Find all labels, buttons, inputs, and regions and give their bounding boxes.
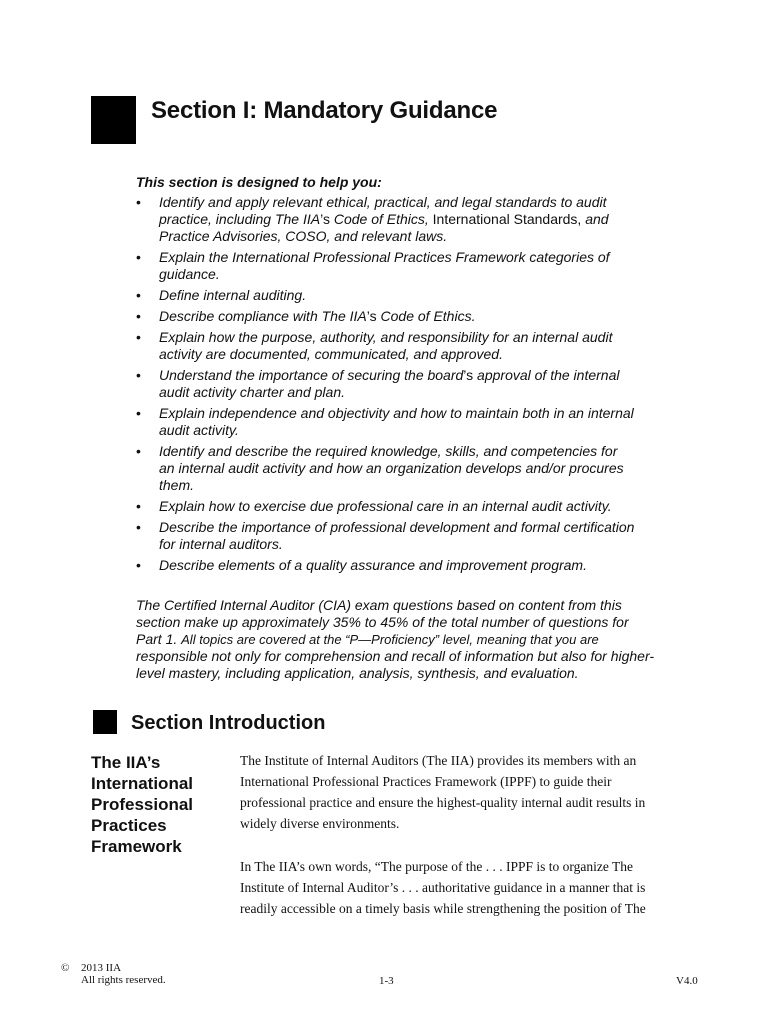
section-marker-block xyxy=(91,96,136,144)
section-summary xyxy=(136,597,656,682)
copyright-symbol: © xyxy=(61,962,70,974)
objective-item xyxy=(136,519,636,553)
objective-text: Define internal auditing. xyxy=(159,287,307,303)
copyright-footer xyxy=(61,962,166,986)
objective-text: Explain independence and objectivity and how to maintain both in an internal audit activity. xyxy=(159,405,634,438)
objectives-list xyxy=(136,194,636,578)
objective-item xyxy=(136,287,636,304)
objective-text: approval of the internal audit activity charter and plan. xyxy=(159,367,620,400)
page-title: Section I: Mandatory Guidance xyxy=(151,97,498,124)
standards-text: International Standards, xyxy=(432,211,582,227)
objective-item xyxy=(136,498,636,515)
objective-text: Describe compliance with The IIA xyxy=(159,308,367,324)
objective-item xyxy=(136,194,636,245)
intro-heading: This section is designed to help you: xyxy=(136,174,382,190)
page-number: 1-3 xyxy=(379,975,394,987)
body-paragraph: The Institute of Internal Auditors (The IIA) provides its members with an International Professional Practices Framework (IPPF) to guide their professional practice and ensure the highest-quality internal audit results in widely diverse environments. xyxy=(240,753,646,831)
copyright-year: 2013 IIA xyxy=(81,962,122,974)
objective-text: Identify and describe the required knowledge, skills, and competencies for an internal audit activity and how an organization develops and/or procures them. xyxy=(159,443,624,493)
apostrophe-text: ’s xyxy=(366,308,377,324)
objective-item xyxy=(136,557,636,574)
body-paragraph: In The IIA’s own words, “The purpose of the . . . IPPF is to organize The Institute of Internal Auditor’s . . . authoritative guidance in a manner that is readily accessible on a timely basis while strengthening the position of The xyxy=(240,859,646,916)
objective-item xyxy=(136,405,636,439)
summary-text: The Certified Internal Auditor (CIA) exam questions based on content from this section make up approximately 35% to 45% of the total number of questions for Part 1. xyxy=(136,597,629,647)
objective-text: Describe elements of a quality assurance and improvement program. xyxy=(159,557,587,573)
summary-text: responsible not only for comprehension and recall of information but also for higher-level mastery, including application, analysis, synthesis, and evaluation. xyxy=(136,648,655,681)
objective-text: Explain how the purpose, authority, and responsibility for an internal audit activity are documented, communicated, and approved. xyxy=(159,329,613,362)
objective-text: Understand the importance of securing the board xyxy=(159,367,464,383)
objective-text: and Practice Advisories, COSO, and relevant laws. xyxy=(159,211,609,244)
objective-item xyxy=(136,249,636,283)
section-introduction-marker xyxy=(93,710,117,734)
section-heading: Section Introduction xyxy=(131,712,326,734)
objective-text: Code of Ethics. xyxy=(376,308,476,324)
objective-item xyxy=(136,443,636,494)
version-label: V4.0 xyxy=(676,975,698,987)
objective-item xyxy=(136,367,636,401)
objective-text: Explain how to exercise due professional care in an internal audit activity. xyxy=(159,498,612,514)
objective-item xyxy=(136,308,636,325)
objective-text: Code of Ethics, xyxy=(329,211,433,227)
apostrophe-text: ’s xyxy=(463,367,474,383)
objective-text: Describe the importance of professional development and formal certification for internal auditors. xyxy=(159,519,635,552)
objective-text: Identify and apply relevant ethical, practical, and legal standards to audit practice, including The IIA xyxy=(159,194,607,227)
apostrophe-text: ’s xyxy=(320,211,330,227)
body-copy xyxy=(240,750,660,941)
objective-text: Explain the International Professional Practices Framework categories of guidance. xyxy=(159,249,610,282)
side-heading: The IIA’s International Professional Practices Framework xyxy=(91,753,194,856)
objective-item xyxy=(136,329,636,363)
proficiency-note: All topics are covered at the “P—Proficiency” level, meaning that you are xyxy=(181,632,599,647)
rights-text: All rights reserved. xyxy=(81,974,166,986)
